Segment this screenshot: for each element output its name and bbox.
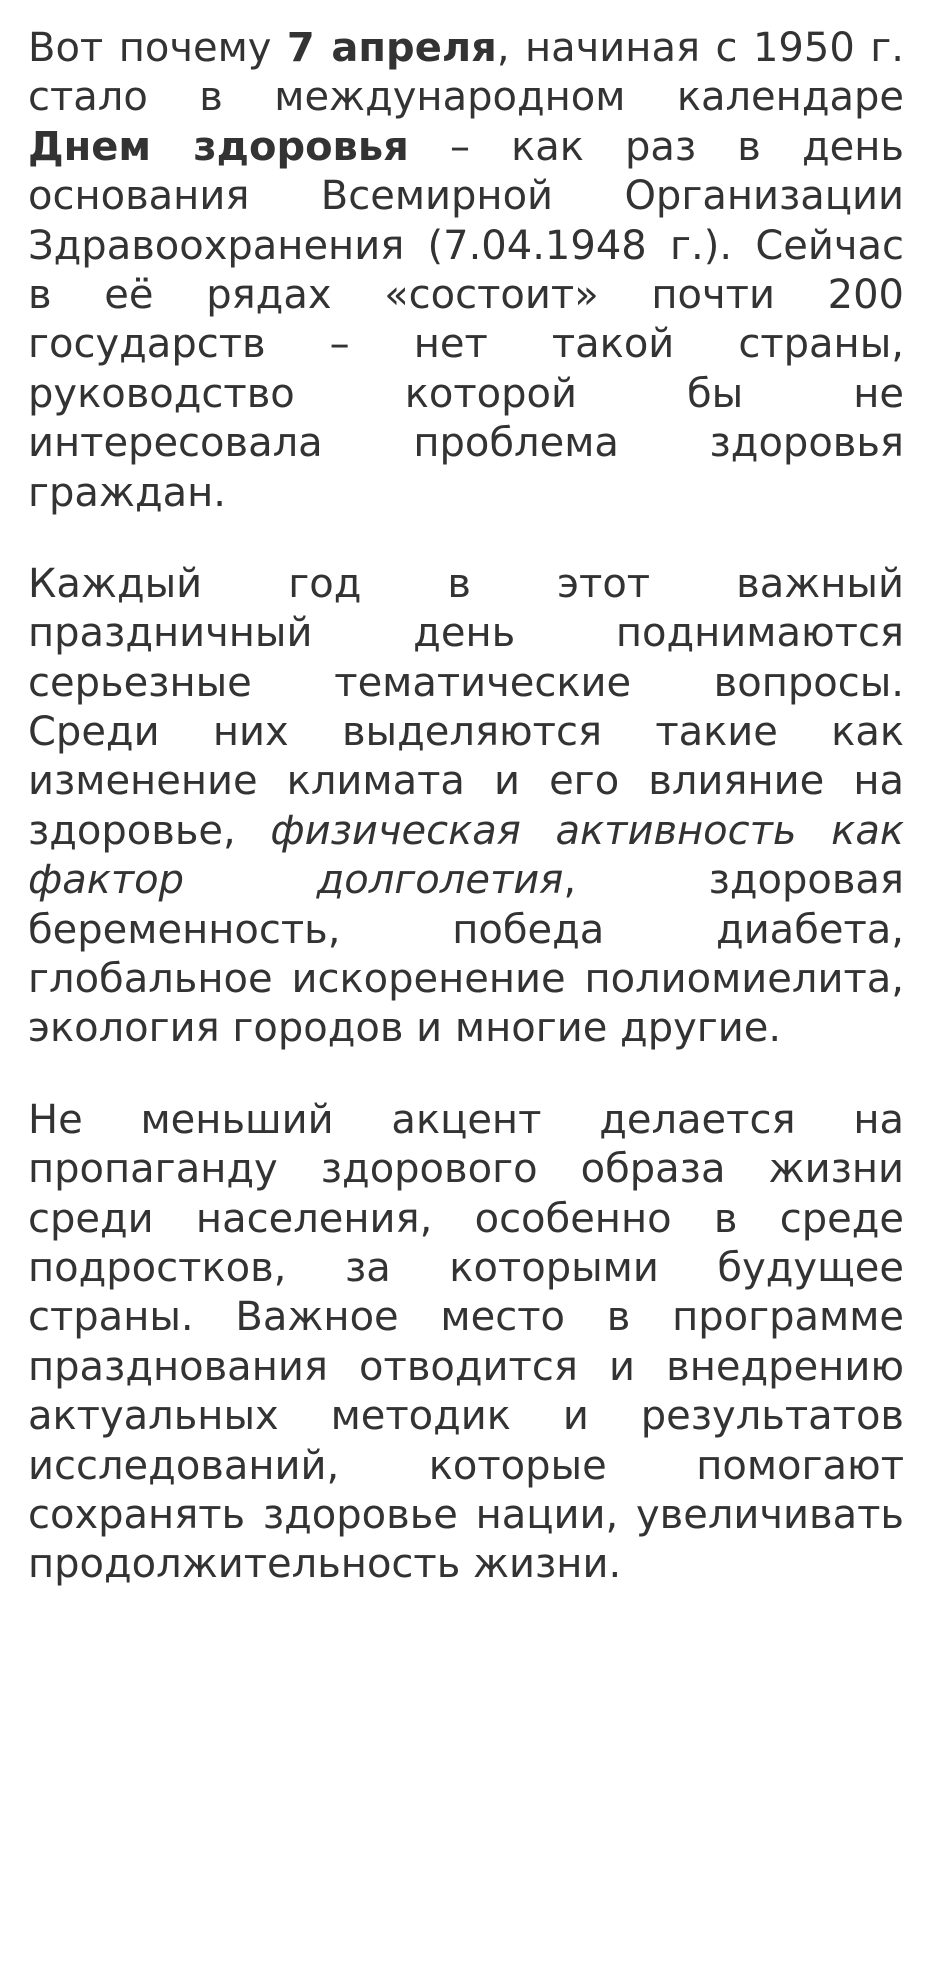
paragraph xyxy=(28,1096,904,1590)
paragraph xyxy=(28,24,904,518)
text-run: – как раз в день основания Всемирной Организации Здравоохранения (7.04.1948 г.). Сейчас в её рядах «состоит» почти 200 государств – нет такой страны, руководство которой бы не интересовала проблема здоровья граждан. xyxy=(28,123,904,516)
bold-run: 7 апреля xyxy=(286,25,497,71)
paragraph xyxy=(28,560,904,1054)
text-run: Каждый год в этот важный праздничный день поднимаются серьезные тематические вопросы. Среди них выделяются такие как изменение климата и его влияние на здоровье, xyxy=(28,560,904,854)
text-run: , здоровая беременность, победа диабета, глобальное искоренение полиомиелита, экология городов и многие другие. xyxy=(28,857,904,1052)
text-run: , начиная с 1950 г. стало в международном календаре xyxy=(28,25,904,121)
text-run: Вот почему xyxy=(28,25,287,71)
text-run: Не меньший акцент делается на пропаганду здорового образа жизни среди населения, особенно в среде подростков, за которыми будущее страны. Важное место в программе празднования отводится и внедрению актуальных методик и результатов исследований, которые помогают сохранять здоровье нации, увеличивать продолжительность жизни. xyxy=(28,1096,904,1588)
document-body xyxy=(28,24,904,1590)
italic-run: физическая активность как фактор долголетия xyxy=(28,807,904,904)
bold-run: Днем здоровья xyxy=(28,123,409,170)
